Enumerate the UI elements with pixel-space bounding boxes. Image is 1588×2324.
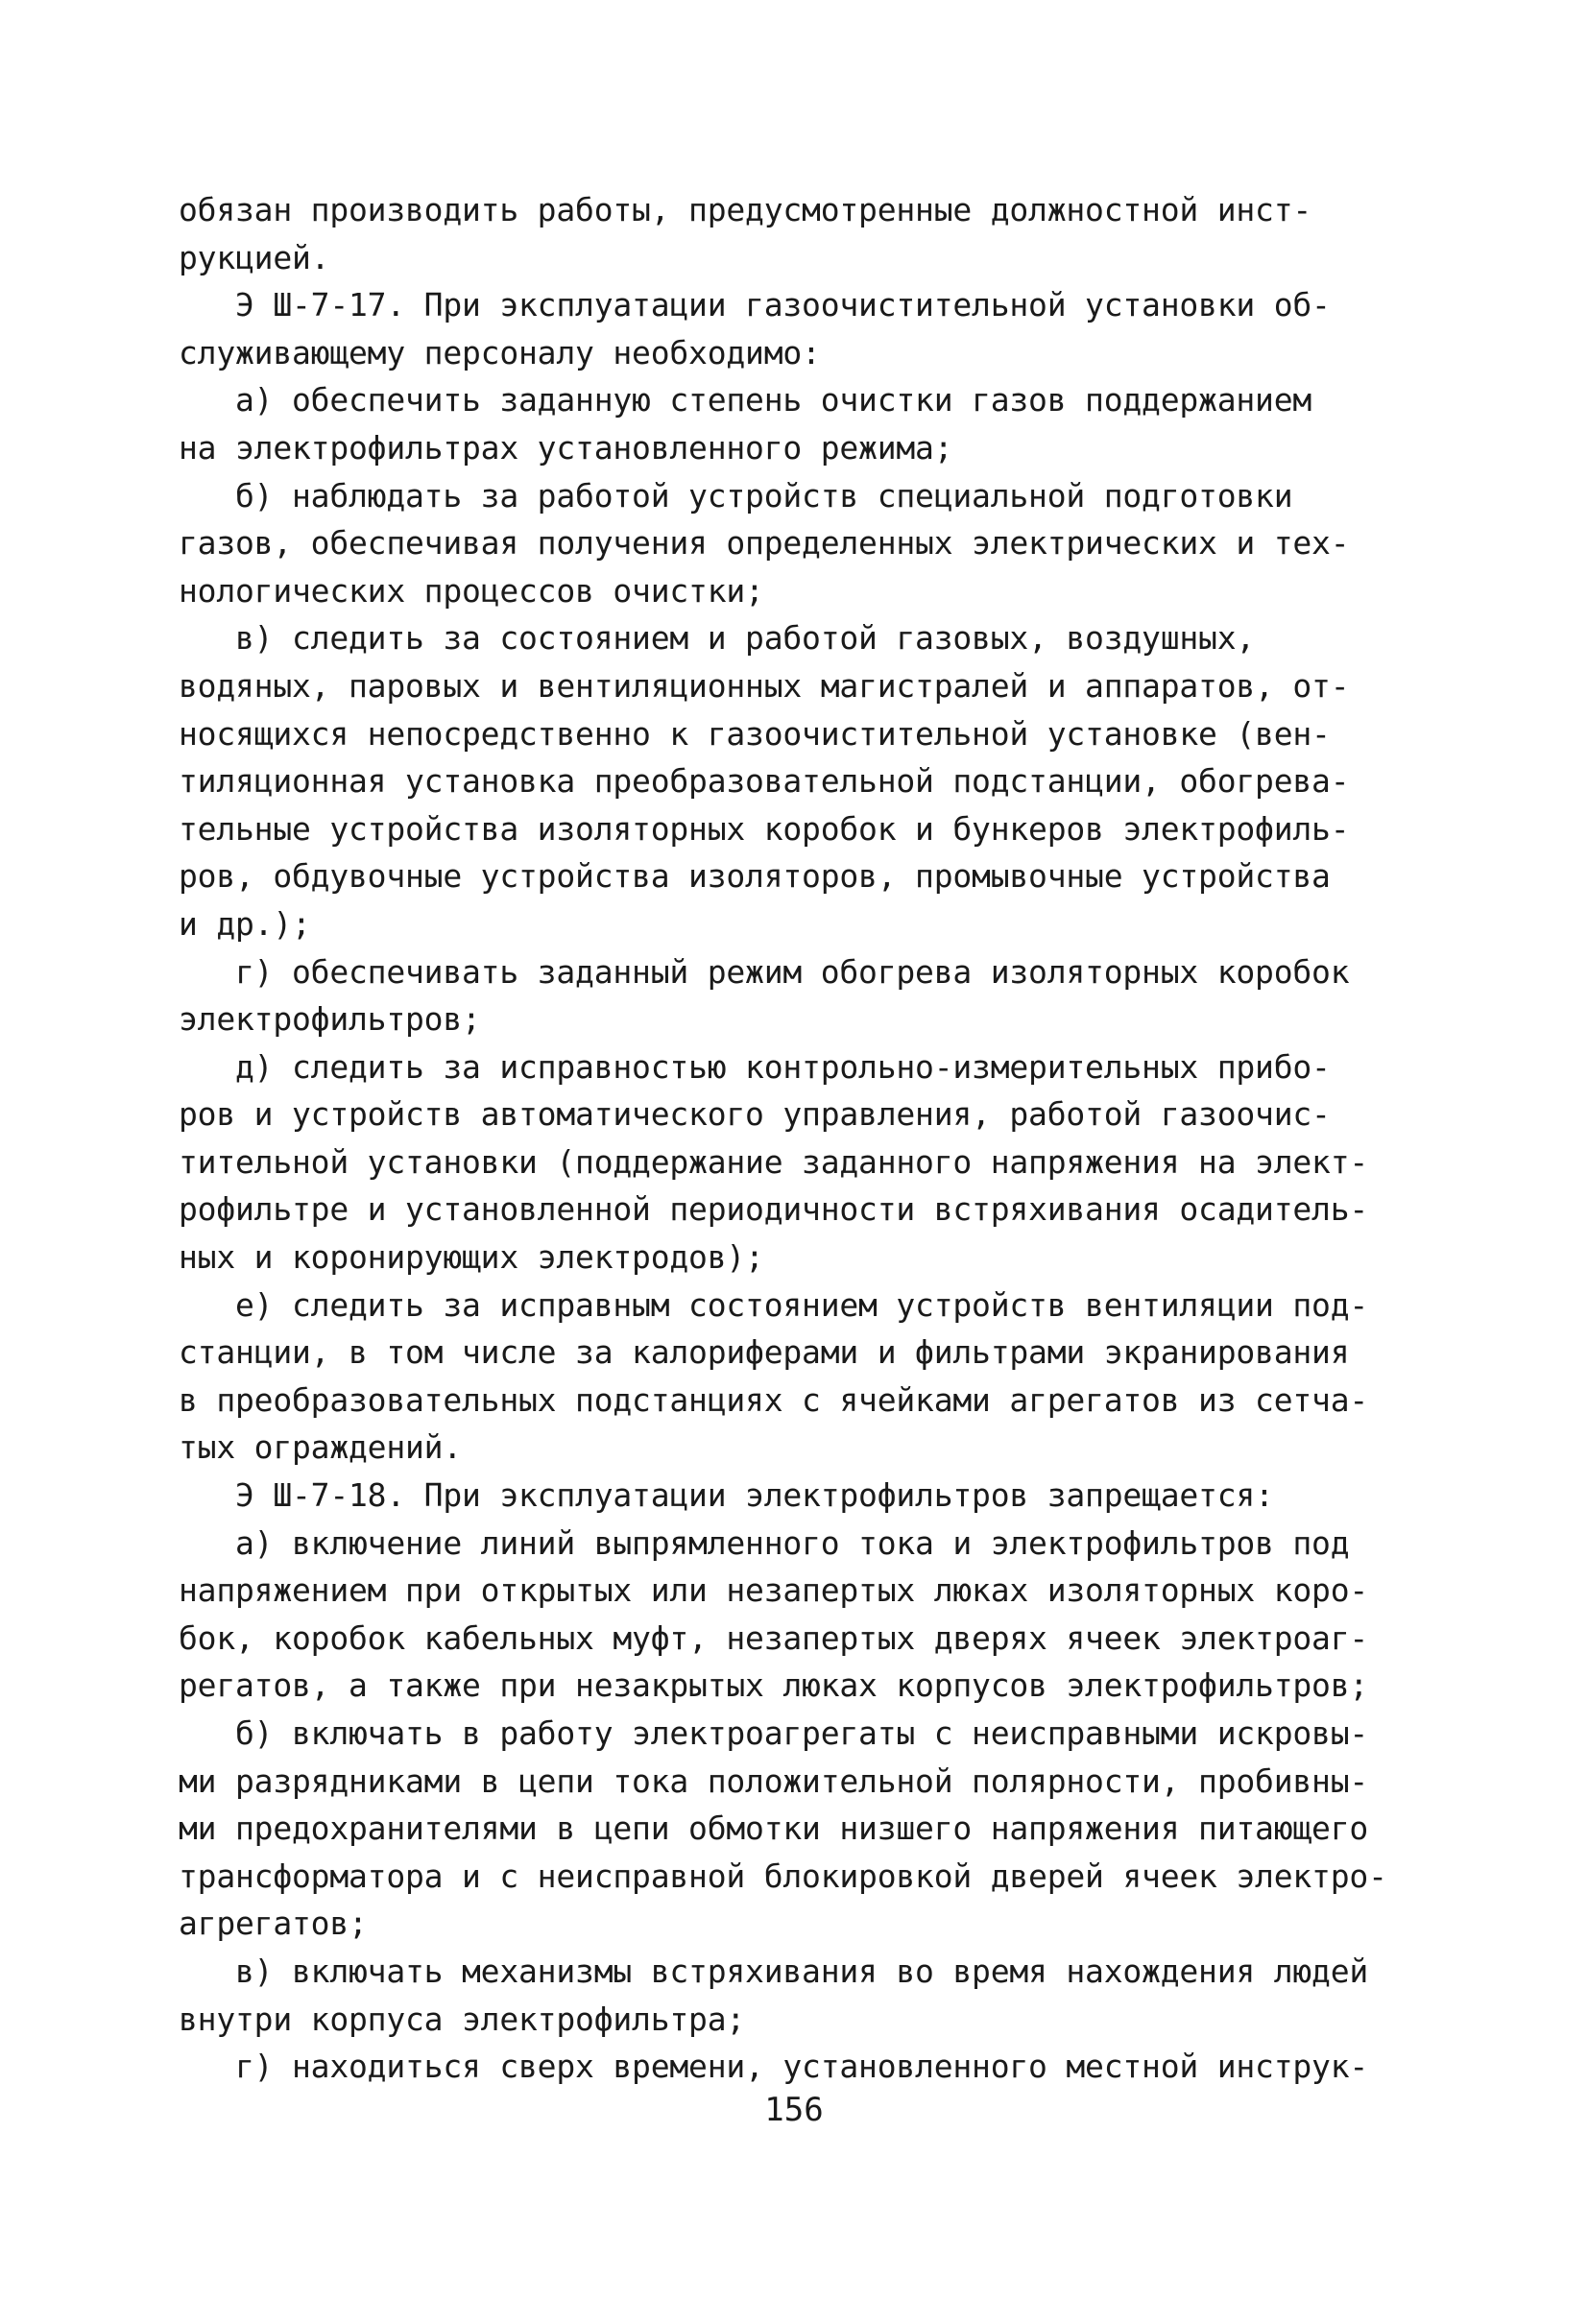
text-line: Э Ш-7-18. При эксплуатации электрофильтров запрещается: — [179, 1476, 1274, 1515]
text-line: нологических процессов очистки; — [179, 571, 764, 610]
text-line: регатов, а также при незакрытых люках корпусов электрофильтров; — [179, 1666, 1369, 1705]
text-line: тительной установки (поддержание заданного напряжения на элект- — [179, 1142, 1369, 1181]
text-line: служивающему персоналу необходимо: — [179, 333, 821, 371]
text-line: бок, коробок кабельных муфт, незапертых дверях ячеек электроаг- — [179, 1618, 1369, 1657]
text-line: рофильтре и установленной периодичности встряхивания осадитель- — [179, 1190, 1369, 1229]
text-line: рукцией. — [179, 238, 330, 276]
text-line: трансформатора и с неисправной блокировкой дверей ячеек электро- — [179, 1857, 1387, 1895]
text-line: г) находиться сверх времени, установленного местной инструк- — [179, 2048, 1369, 2086]
text-block — [179, 186, 1427, 2091]
text-line: д) следить за исправностью контрольно-измерительных прибо- — [179, 1047, 1331, 1086]
text-line: ми разрядниками в цепи тока положительной полярности, пробивны- — [179, 1761, 1369, 1800]
text-line: б) наблюдать за работой устройств специальной подготовки — [179, 476, 1293, 515]
page-number: 156 — [764, 2091, 824, 2129]
text-line: станции, в том числе за калориферами и фильтрами экранирования — [179, 1333, 1350, 1372]
text-line: ми предохранителями в цепи обмотки низшего напряжения питающего — [179, 1809, 1369, 1848]
text-line: на электрофильтрах установленного режима; — [179, 428, 953, 467]
text-line: тельные устройства изоляторных коробок и бункеров электрофиль- — [179, 809, 1350, 848]
text-line: напряжением при открытых или незапертых люках изоляторных коро- — [179, 1571, 1369, 1610]
text-line: в преобразовательных подстанциях с ячейками агрегатов из сетча- — [179, 1380, 1369, 1419]
text-line: а) включение линий выпрямленного тока и электрофильтров под — [179, 1523, 1350, 1562]
text-line: Э Ш-7-17. При эксплуатации газоочистительной установки об- — [179, 286, 1331, 324]
text-line: газов, обеспечивая получения определенных электрических и тех- — [179, 524, 1350, 563]
text-line: внутри корпуса электрофильтра; — [179, 2000, 746, 2038]
text-line: ных и коронирующих электродов); — [179, 1238, 764, 1277]
text-line: обязан производить работы, предусмотренные должностной инст- — [179, 191, 1312, 228]
text-line: носящихся непосредственно к газоочистительной установке (вен- — [179, 714, 1331, 753]
text-line: е) следить за исправным состоянием устройств вентиляции под- — [179, 1285, 1369, 1324]
text-line: в) следить за состоянием и работой газовых, воздушных, — [179, 619, 1256, 658]
text-line: тиляционная установка преобразовательной подстанции, обогрева- — [179, 762, 1350, 801]
text-line: г) обеспечивать заданный режим обогрева изоляторных коробок — [179, 952, 1350, 991]
text-line: и др.); — [179, 904, 311, 943]
text-line: тых ограждений. — [179, 1428, 463, 1467]
text-line: агрегатов; — [179, 1905, 368, 1943]
text-line: в) включать механизмы встряхивания во время нахождения людей — [179, 1952, 1369, 1990]
text-line: водяных, паровых и вентиляционных магистралей и аппаратов, от- — [179, 666, 1350, 705]
text-line: ров и устройств автоматического управления, работой газоочис- — [179, 1095, 1331, 1134]
text-line: а) обеспечить заданную степень очистки газов поддержанием — [179, 381, 1312, 419]
text-line: ров, обдувочные устройства изоляторов, промывочные устройства — [179, 857, 1331, 896]
text-line: б) включать в работу электроагрегаты с неисправными искровы- — [179, 1714, 1369, 1752]
text-line: электрофильтров; — [179, 1000, 481, 1039]
